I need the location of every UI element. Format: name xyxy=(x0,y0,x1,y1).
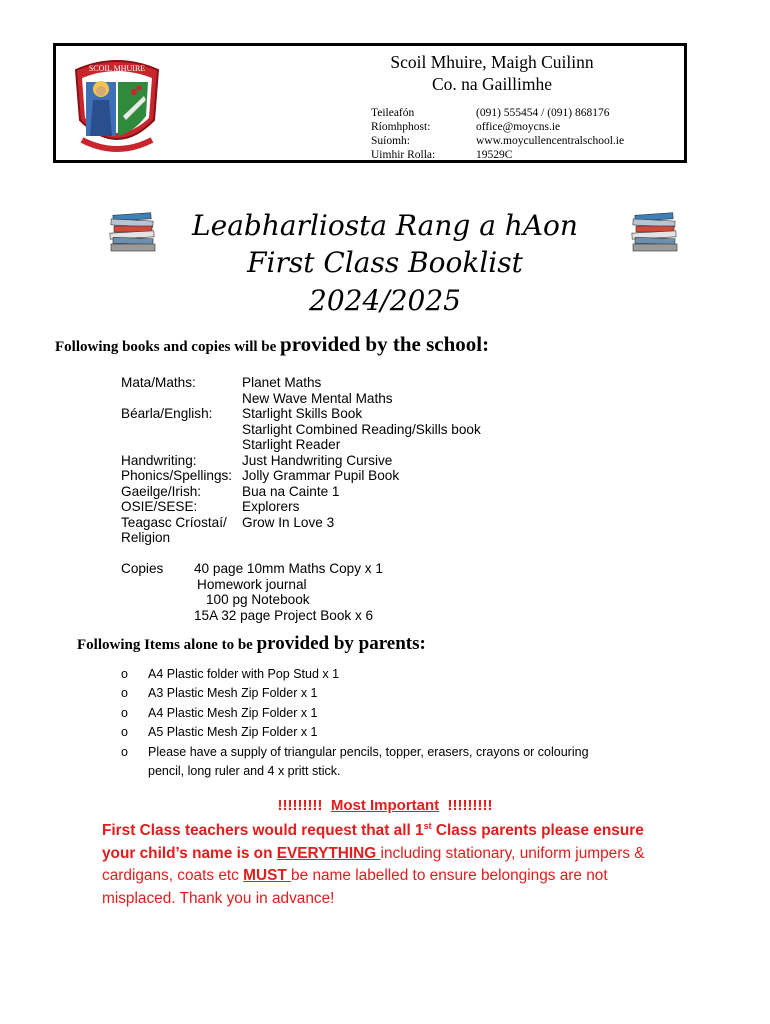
list-bullet: o xyxy=(121,706,128,720)
page-title-english: First Class Booklist xyxy=(247,246,523,279)
book-title: Starlight Reader xyxy=(242,437,341,452)
most-important-banner: !!!!!!!!! Most Important !!!!!!!!! xyxy=(277,797,493,814)
school-crest-logo xyxy=(68,56,166,156)
copy-item: 15A 32 page Project Book x 6 xyxy=(194,607,374,623)
contact-value-phone: (091) 555454 / (091) 868176 xyxy=(476,107,610,119)
subject-list xyxy=(121,375,232,546)
copy-item: 40 page 10mm Maths Copy x 1 xyxy=(194,561,383,576)
school-name: Scoil Mhuire, Maigh Cuilinn xyxy=(390,52,594,72)
book-title: Explorers xyxy=(242,499,300,514)
school-header xyxy=(53,43,687,163)
contact-value-email[interactable]: office@moycns.ie xyxy=(476,121,561,133)
page-title-year: 2024/2025 xyxy=(309,284,461,317)
copy-item: Homework journal xyxy=(197,576,307,592)
most-important-label: Most Important xyxy=(330,797,440,814)
parent-item-continued: pencil, long ruler and 4 x pritt stick. xyxy=(148,764,341,778)
parent-item: Please have a supply of triangular pencils, topper, erasers, crayons or colouring xyxy=(148,745,589,759)
subject-label: Béarla/English: xyxy=(121,406,213,421)
subject-label: Religion xyxy=(121,530,171,545)
contact-label-email: Ríomhphost: xyxy=(371,121,431,133)
book-title: Starlight Combined Reading/Skills book xyxy=(242,421,481,437)
book-title: Grow In Love 3 xyxy=(242,514,335,530)
important-notice: First Class teachers would request that all 1st Class parents please ensure your child’s name is on EVERYTHING including stationary, uniform jumpers & cardigans, coats etc MUST be name labelled to ensure belongings are not misplaced. Thank you in advance! xyxy=(102,820,645,907)
book-title: Bua na Cainte 1 xyxy=(242,483,340,499)
page-title-irish: Leabharliosta Rang a hAon xyxy=(192,209,578,242)
copies-list xyxy=(194,561,383,623)
list-bullet: o xyxy=(121,686,128,700)
subject-label: Phonics/Spellings: xyxy=(121,468,233,483)
book-title: Planet Maths xyxy=(242,375,322,390)
copies-label: Copies xyxy=(121,561,164,576)
book-title: Starlight Skills Book xyxy=(242,406,363,421)
parent-item: A5 Plastic Mesh Zip Folder x 1 xyxy=(148,725,318,739)
school-provided-heading: Following books and copies will be provided by the school: xyxy=(55,332,490,356)
book-title: Jolly Grammar Pupil Book xyxy=(242,468,400,483)
book-list xyxy=(242,375,481,530)
parent-item: A4 Plastic Mesh Zip Folder x 1 xyxy=(148,706,318,720)
parent-item: A3 Plastic Mesh Zip Folder x 1 xyxy=(148,686,318,700)
contact-value-roll: 19529C xyxy=(476,149,513,161)
parents-provided-heading: Following Items alone to be provided by parents: xyxy=(77,633,426,654)
contact-value-website[interactable]: www.moycullencentralschool.ie xyxy=(476,135,625,147)
list-bullet: o xyxy=(121,667,128,681)
contact-label-roll: Uimhir Rolla: xyxy=(371,149,436,161)
subject-label: Mata/Maths: xyxy=(121,375,196,390)
contact-label-phone: Teileafón xyxy=(371,107,415,119)
book-title: New Wave Mental Maths xyxy=(242,390,393,406)
copy-item: 100 pg Notebook xyxy=(206,592,310,607)
parent-item: A4 Plastic folder with Pop Stud x 1 xyxy=(148,667,340,681)
crest-text-top: SCOIL MHUIRE xyxy=(88,64,146,73)
contact-label-website: Suíomh: xyxy=(371,135,410,147)
school-county: Co. na Gaillimhe xyxy=(431,74,553,94)
subject-label: Teagasc Críostaí/ xyxy=(121,514,227,530)
subject-label: OSIE/SESE: xyxy=(121,499,198,514)
subject-label: Handwriting: xyxy=(121,452,197,468)
book-title: Just Handwriting Cursive xyxy=(242,452,393,468)
subject-label: Gaeilge/Irish: xyxy=(121,483,202,499)
crest-text-sub: MAIGH CUILINN xyxy=(98,75,136,81)
list-bullet: o xyxy=(121,745,128,759)
list-bullet: o xyxy=(121,725,128,739)
